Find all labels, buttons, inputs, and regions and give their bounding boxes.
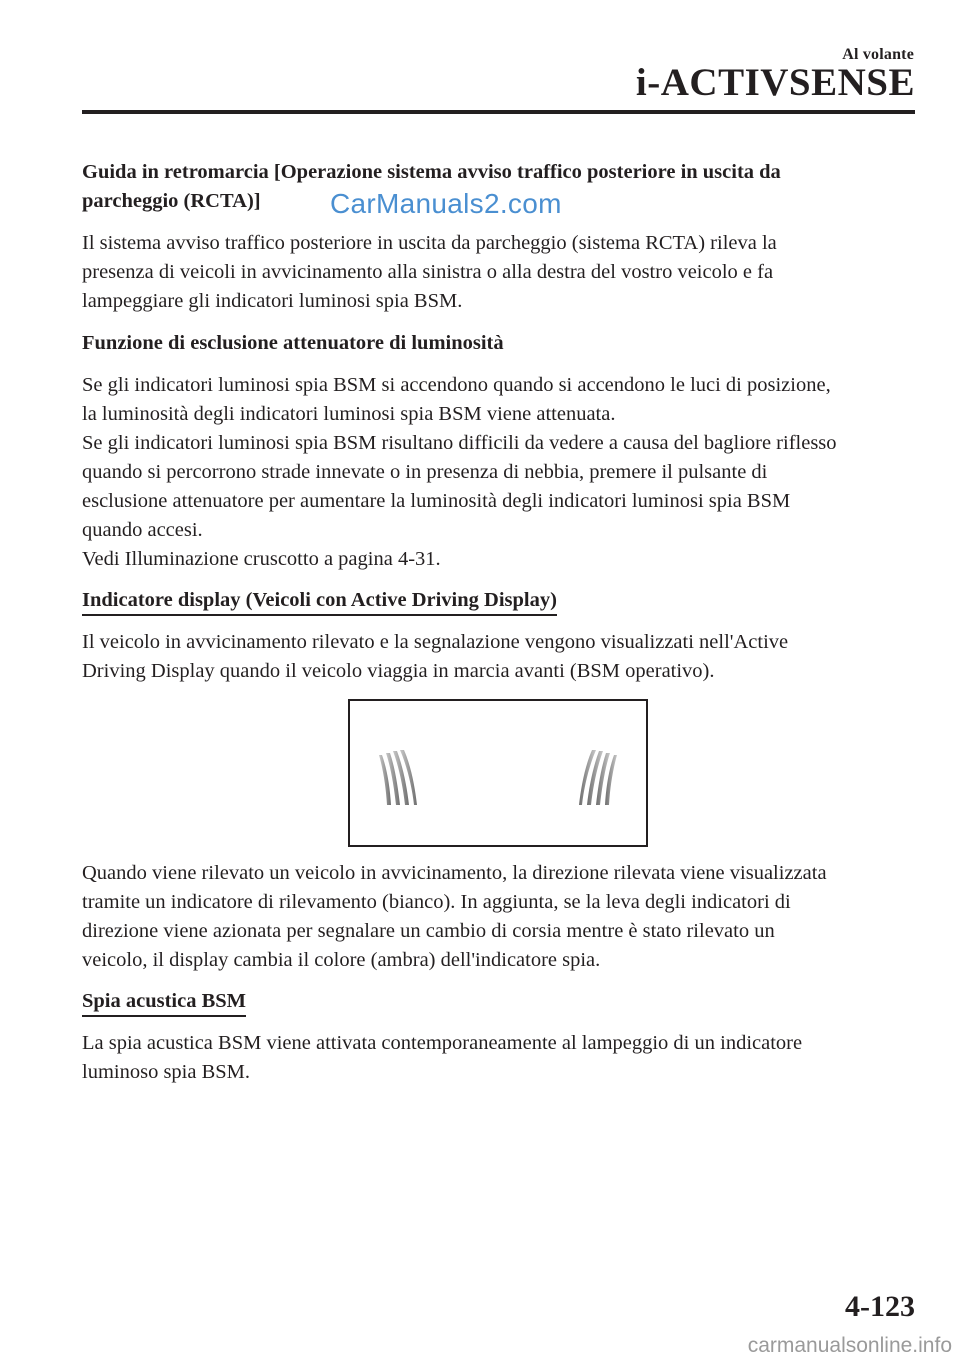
buzzer-heading: Spia acustica BSM — [82, 988, 246, 1017]
paragraph-line: esclusione attenuatore per aumentare la luminosità degli indicatori luminosi spia BSM — [82, 490, 791, 512]
running-title: i-ACTIVSENSE — [635, 61, 915, 104]
paragraph-line: luminoso spia BSM. — [82, 1061, 251, 1083]
paragraph-line: Se gli indicatori luminosi spia BSM risultano difficili da vedere a causa del bagliore riflesso — [82, 432, 837, 454]
paragraph-line: Driving Display quando il veicolo viaggia in marcia avanti (BSM operativo). — [82, 660, 715, 682]
paragraph-line: Quando viene rilevato un veicolo in avvicinamento, la direzione rilevata viene visualizzata — [82, 862, 827, 884]
paragraph-line: lampeggiare gli indicatori luminosi spia BSM. — [82, 290, 463, 312]
buzzer-paragraph — [82, 1029, 912, 1087]
watermark-bottom[interactable]: carmanualsonline.info — [747, 1334, 952, 1357]
paragraph-line: La spia acustica BSM viene attivata contemporaneamente al lampeggio di un indicatore — [82, 1032, 803, 1054]
dimmer-paragraph — [82, 371, 912, 574]
active-driving-display-figure — [348, 699, 648, 847]
section-heading-line: parcheggio (RCTA)] — [82, 190, 261, 212]
page-reference-link[interactable]: Vedi Illuminazione cruscotto a pagina 4-31. — [82, 548, 441, 570]
page-number: 4-123 — [845, 1290, 915, 1323]
left-approach-indicator-icon — [379, 750, 417, 805]
dimmer-heading: Funzione di esclusione attenuatore di luminosità — [82, 332, 504, 354]
display-heading: Indicatore display (Veicoli con Active Driving Display) — [82, 587, 557, 616]
page-content — [82, 158, 912, 1100]
paragraph-line: Il sistema avviso traffico posteriore in uscita da parcheggio (sistema RCTA) rileva la — [82, 232, 777, 254]
paragraph-line: presenza di veicoli in avvicinamento alla sinistra o alla destra del vostro veicolo e fa — [82, 261, 774, 283]
section-heading — [82, 158, 912, 219]
section-heading-line: Guida in retromarcia [Operazione sistema avviso traffico posteriore in uscita da — [82, 161, 781, 183]
right-approach-indicator-icon — [579, 750, 617, 805]
figure-graphic — [350, 701, 646, 845]
paragraph-line: Il veicolo in avvicinamento rilevato e la segnalazione vengono visualizzati nell'Active — [82, 631, 789, 653]
paragraph-line: quando si percorrono strade innevate o in presenza di nebbia, premere il pulsante di — [82, 461, 768, 483]
paragraph-line: quando accesi. — [82, 519, 203, 541]
paragraph-line: la luminosità degli indicatori luminosi spia BSM viene attenuata. — [82, 403, 616, 425]
watermark-top: CarManuals2.com — [330, 188, 562, 219]
intro-paragraph — [82, 229, 912, 316]
paragraph-line: veicolo, il display cambia il colore (ambra) dell'indicatore spia. — [82, 949, 601, 971]
paragraph-line: direzione viene azionata per segnalare un cambio di corsia mentre è stato rilevato un — [82, 920, 775, 942]
detection-paragraph — [82, 859, 912, 975]
header-rule — [82, 110, 915, 114]
paragraph-line: tramite un indicatore di rilevamento (bianco). In aggiunta, se la leva degli indicatori di — [82, 891, 791, 913]
running-subtitle: Al volante — [842, 46, 914, 63]
paragraph-line: Se gli indicatori luminosi spia BSM si accendono quando si accendono le luci di posizione, — [82, 374, 831, 396]
display-paragraph — [82, 628, 912, 686]
